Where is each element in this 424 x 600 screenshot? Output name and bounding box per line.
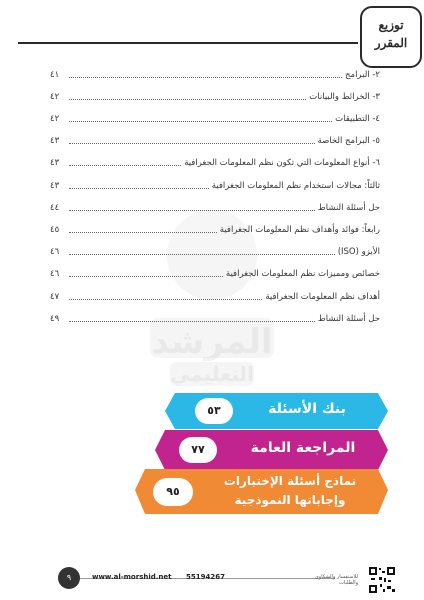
toc-page: ٤٢ <box>50 92 60 102</box>
toc-page: ٤٢ <box>50 114 60 124</box>
toc-page: ٤٣ <box>50 158 60 168</box>
general-review-tab[interactable] <box>155 430 388 470</box>
toc-page: ٤٦ <box>50 247 60 257</box>
toc-page: ٤٧ <box>50 292 60 302</box>
watermark-line2: التعليمي <box>170 362 254 386</box>
toc-title: خصائص ومميزات نظم المعلومات الجغرافية <box>225 269 380 279</box>
toc-title: رابعاً: فوائد وأهداف نظم المعلومات الجغرافية <box>219 225 380 235</box>
toc-title: الأيزو (ISO) <box>337 247 380 257</box>
toc-page: ٤٩ <box>50 314 60 324</box>
toc-page: ٤٣ <box>50 136 60 146</box>
toc-title: ٤- التطبيقات <box>335 114 380 124</box>
watermark-line1: المرشد <box>151 322 273 362</box>
toc-title: ٦- أنواع المعلومات التي تكون نظم المعلومات الجغرافية <box>184 158 380 168</box>
general-review-label: المراجعة العامة <box>250 440 356 456</box>
toc-title: ٢- البرامج <box>345 70 380 80</box>
badge-line2: المقرر <box>374 36 408 50</box>
toc-page: ٤٦ <box>50 269 60 279</box>
toc-page: ٤١ <box>50 70 60 80</box>
contact-note: للاستفسار والشكاوى والطلبات <box>314 574 358 586</box>
toc-title: حل أسئلة النشاط <box>317 203 380 213</box>
exam-models-tab[interactable] <box>135 469 388 514</box>
badge-line1: توزيع <box>378 18 404 32</box>
toc-title: حل أسئلة النشاط <box>317 314 380 324</box>
general-review-page-badge: ٧٧ <box>179 437 217 463</box>
toc-page: ٤٣ <box>50 181 60 191</box>
toc-page: ٤٥ <box>50 225 60 235</box>
question-bank-label: بنك الأسئلة <box>268 401 346 417</box>
question-bank-tab[interactable] <box>165 393 388 429</box>
exam-models-page-badge: ٩٥ <box>153 478 193 506</box>
page-number: ٩ <box>58 567 80 589</box>
exam-models-label-line1: نماذج أسئلة الإختبارات <box>223 474 357 488</box>
website-link[interactable]: www.al-morshid.net <box>92 573 172 581</box>
toc-page: ٤٤ <box>50 203 60 213</box>
toc-title: ٥- البرامج الخاصة <box>317 136 380 146</box>
toc-title: أهداف نظم المعلومات الجغرافية <box>265 292 380 302</box>
toc-title: ثالثاً: مجالات استخدام نظم المعلومات الجغرافية <box>211 181 380 191</box>
qr-code-icon <box>368 566 396 594</box>
phone-number: 55194267 <box>186 573 225 581</box>
exam-models-label-line2: وإجاباتها النموذجية <box>234 493 346 507</box>
toc-title: ٣- الخرائط والبيانات <box>309 92 380 102</box>
question-bank-page-badge: ٥٣ <box>195 398 233 424</box>
